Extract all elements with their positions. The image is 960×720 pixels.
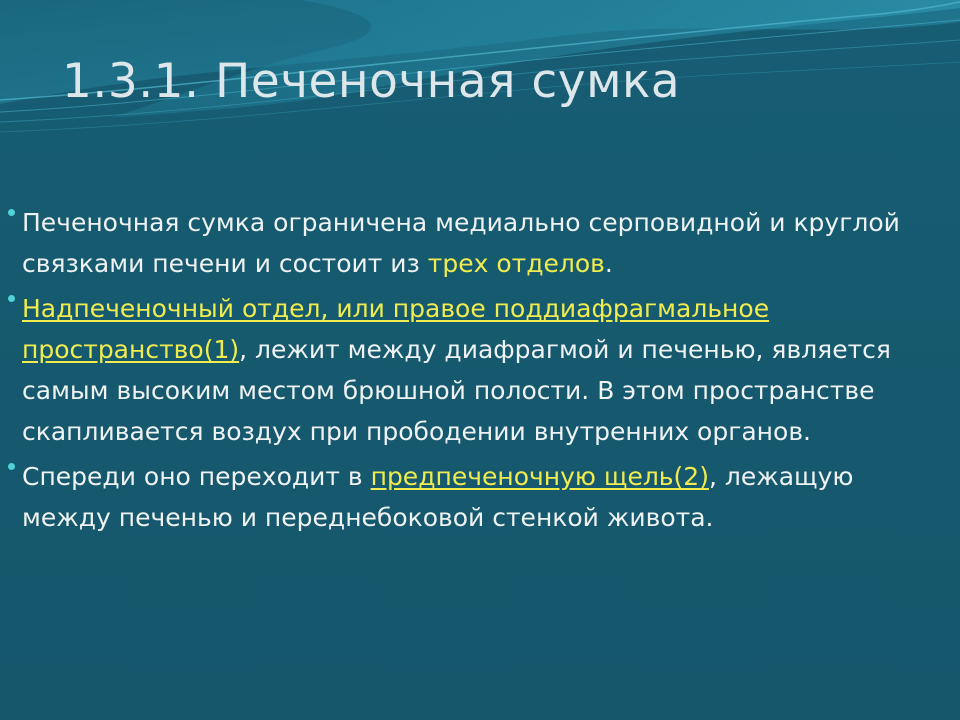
link-suprahepatic-section[interactable]: Надпеченочный отдел, или правое поддиафрагмальное пространство(1) — [22, 294, 770, 364]
link-prehepatic-fissure[interactable]: предпеченочную щель(2) — [370, 462, 709, 491]
bullet-dot-icon — [8, 295, 15, 302]
highlighted-phrase: трех отделов — [427, 249, 605, 278]
bullet-item-2 — [20, 288, 945, 452]
bullet-item-3 — [20, 456, 945, 538]
bullet-item-1 — [20, 202, 945, 284]
bullet-2-text: , лежит между диафрагмой и печенью, является самым высоким местом брюшной полости. В этом пространстве скапливается воздух при прободении внутренних органов. — [22, 335, 891, 446]
bullet-dot-icon — [8, 209, 15, 216]
slide-title: 1.3.1. Печеночная сумка — [62, 54, 681, 109]
bullet-1-tail: . — [604, 249, 613, 278]
bullet-3-tail: , лежащую между печенью и переднебоковой стенкой живота. — [22, 462, 854, 532]
bullet-dot-icon — [8, 463, 15, 470]
bullet-1-text: Печеночная сумка ограничена медиально серповидной и круглой связками печени и состоит из — [22, 208, 900, 278]
bullet-list — [20, 202, 945, 538]
bullet-3-text: Спереди оно переходит в — [22, 462, 371, 491]
